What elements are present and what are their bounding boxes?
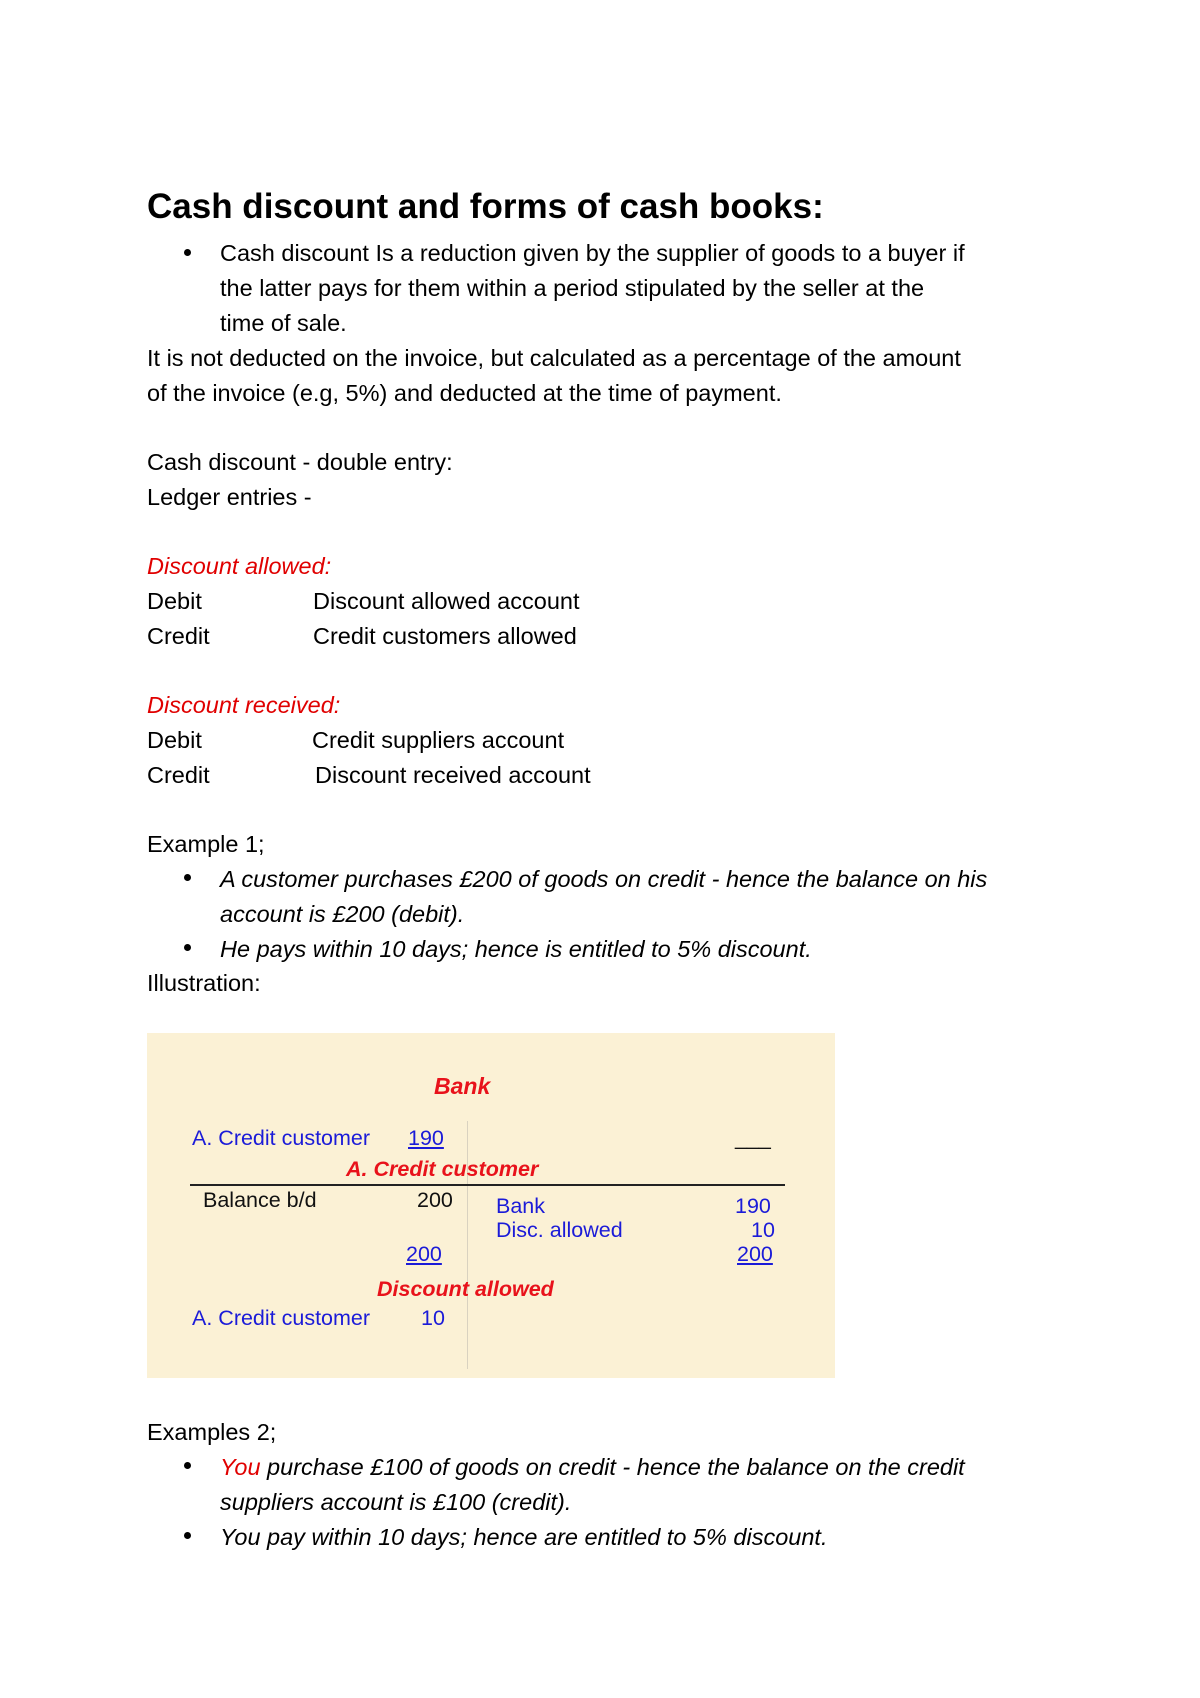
example2-you: You [220, 1454, 261, 1480]
allowed-debit-label: Debit [147, 588, 202, 614]
bank-debit-label: A. Credit customer [192, 1126, 371, 1150]
bullet-dot [184, 944, 191, 951]
example2-bullet1-rest: purchase £100 of goods on credit - hence the balance on the credit [260, 1454, 965, 1480]
customer-credit-1-value: 190 [735, 1194, 771, 1218]
example2-bullet2: You pay within 10 days; hence are entitled to 5% discount. [220, 1524, 828, 1550]
ledger-heading: Ledger entries - [147, 484, 312, 510]
received-credit-account: Discount received account [315, 762, 591, 788]
bank-account-title: Bank [434, 1073, 491, 1099]
definition-line-1: Cash discount Is a reduction given by the supplier of goods to a buyer if [220, 240, 965, 266]
allowed-credit-account: Credit customers allowed [313, 623, 577, 649]
received-credit-label: Credit [147, 762, 210, 788]
bullet-dot [184, 249, 191, 256]
page-title: Cash discount and forms of cash books: [147, 187, 824, 226]
illustration-panel [147, 1033, 835, 1378]
paragraph-line-2: of the invoice (e.g, 5%) and deducted at the time of payment. [147, 380, 782, 406]
bullet-dot [184, 1532, 191, 1539]
bank-debit-value: 190 [408, 1126, 444, 1150]
double-entry-heading: Cash discount - double entry: [147, 449, 453, 475]
received-debit-label: Debit [147, 727, 202, 753]
example2-heading: Examples 2; [147, 1419, 277, 1445]
customer-credit-2-value: 10 [751, 1218, 775, 1242]
definition-line-2: the latter pays for them within a period stipulated by the seller at the [220, 275, 925, 301]
definition-line-3: time of sale. [220, 310, 347, 336]
paragraph-line-1: It is not deducted on the invoice, but calculated as a percentage of the amount [147, 345, 961, 371]
received-debit-account: Credit suppliers account [312, 727, 565, 753]
allowed-credit-label: Credit [147, 623, 210, 649]
customer-account-title: A. Credit customer [346, 1157, 539, 1181]
bullet-dot [184, 874, 191, 881]
example1-bullet1-line2: account is £200 (debit). [220, 901, 465, 927]
discount-allowed-heading: Discount allowed: [147, 553, 332, 579]
example1-bullet2: He pays within 10 days; hence is entitled to 5% discount. [220, 936, 812, 962]
example2-bullet1-line2: suppliers account is £100 (credit). [220, 1489, 572, 1515]
discount-debit-label: A. Credit customer [192, 1306, 371, 1330]
allowed-debit-account: Discount allowed account [313, 588, 580, 614]
discount-account-title: Discount allowed [377, 1277, 554, 1301]
customer-credit-total: 200 [737, 1242, 773, 1266]
bullet-dot [184, 1462, 191, 1469]
customer-debit-label: Balance b/d [203, 1188, 317, 1212]
customer-credit-2-label: Disc. allowed [496, 1218, 623, 1242]
example2-bullet1-line1 [220, 1452, 965, 1482]
example1-heading: Example 1; [147, 831, 265, 857]
customer-credit-1-label: Bank [496, 1194, 546, 1218]
customer-debit-total: 200 [406, 1242, 442, 1266]
discount-debit-value: 10 [421, 1306, 445, 1330]
customer-debit-value: 200 [417, 1188, 453, 1212]
discount-received-heading: Discount received: [147, 692, 341, 718]
illustration-heading: Illustration: [147, 970, 261, 996]
bank-credit-blank: ___ [735, 1126, 771, 1150]
t-account-rule [190, 1184, 785, 1186]
example1-bullet1-line1: A customer purchases £200 of goods on credit - hence the balance on his [220, 866, 988, 892]
